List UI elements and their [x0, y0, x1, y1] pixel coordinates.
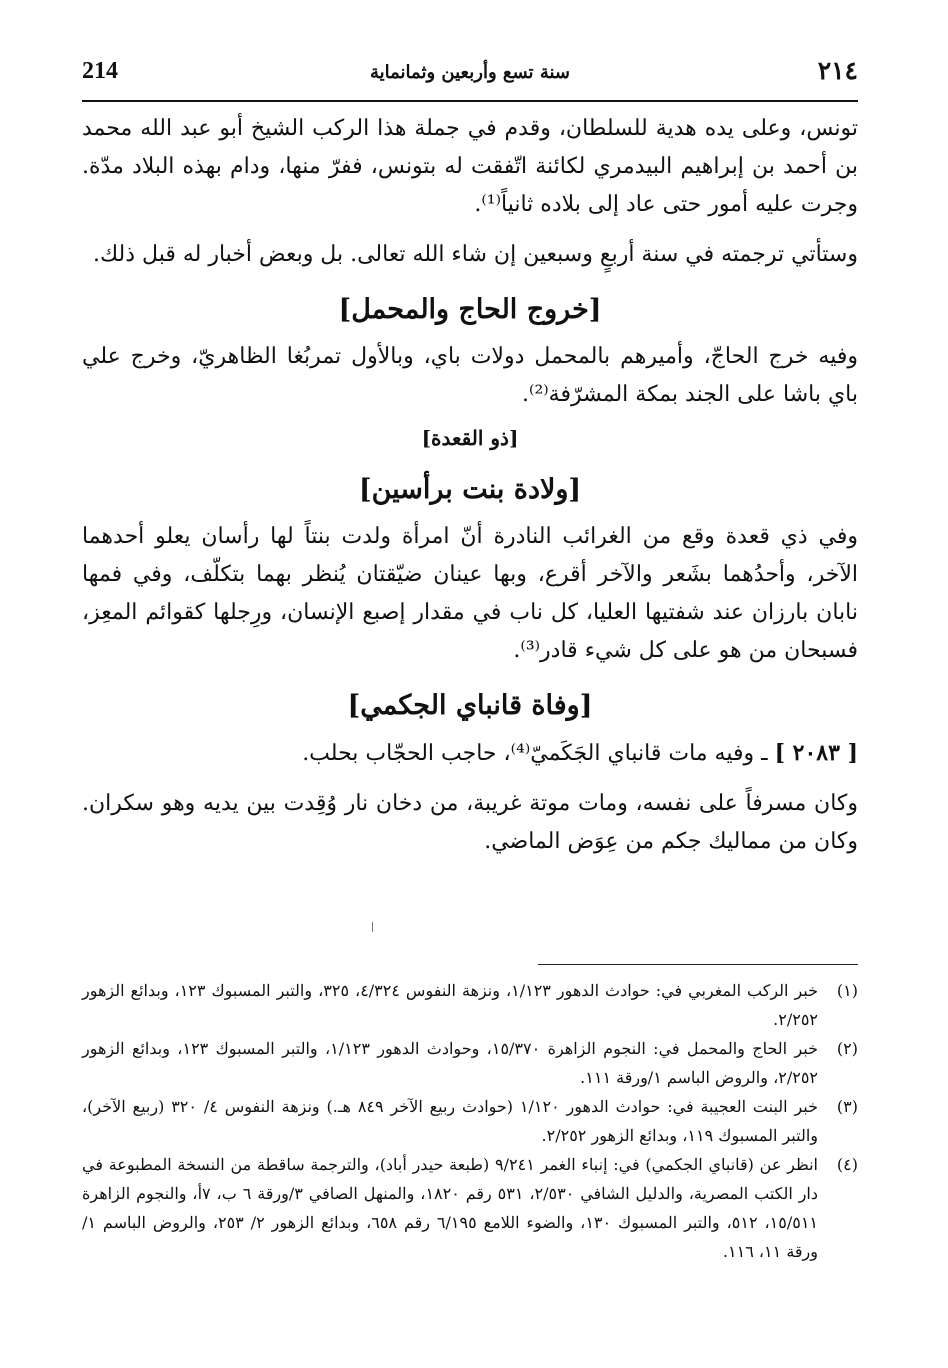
page-number-arabic: ٢١٤ [817, 56, 858, 85]
entry-text: ـ وفيه مات قانباي الجَكَميّ⁽⁴⁾، حاجب الحجّاب بحلب. [302, 741, 768, 766]
paragraph-1: تونس، وعلى يده هدية للسلطان، وقدم في جملة هذا الركب الشيخ أبو عبد الله محمد بن أحمد بن إبراهيم البيدمري لكائنة اتّفقت له بتونس، ففرّ منها، ودام بهذه البلاد مدّة. وجرت عليه أمور حتى عاد إلى بلاده ثانياً⁽¹⁾. [82, 116, 858, 217]
paragraph-4: وفي ذي قعدة وقع من الغرائب النادرة أنّ امرأة ولدت بنتاً لها رأسان يعلو أحدهما الآخر، وأحدُهما بشَعر والآخر أقرع، وبها عينان ضيّقتان يُنظر بهما بتكلّف، وفي فمها نابان بارزان عند شفتيها العليا، كل ناب في مقدار إصبع الإنسان، ورِجلها كقوائم المعِز، فسبحان من هو على كل شيء قادر⁽³⁾. [82, 524, 858, 663]
month-subheading: [ذو القعدة] [421, 426, 519, 450]
main-text [82, 110, 858, 861]
paragraph-2: وستأتي ترجمته في سنة أربعٍ وسبعين إن شاء الله تعالى. بل وبعض أخبار له قبل ذلك. [93, 242, 858, 267]
footnote-text: انظر عن (قانباي الجكمي) في: إنباء الغمر ٩/٢٤١ (طبعة حيدر أباد)، والترجمة ساقطة من النسخة المطبوعة في دار الكتب المصرية، والدليل الشافي ٢/٥٣٠، ٥٣١ رقم ١٨٢٠، والمنهل الصافي ٣/ورقة ٦ ب، ٧أ، والنجوم الزاهرة ١٥/٥١١، ٥١٢، والتبر المسبوك ١٣٠، والضوء اللامع ٦/١٩٥ رقم ٦٥٨، وبدائع الزهور ٢/ ٢٥٣، والروض الباسم ١/ورقة ١١، ١١٦. [82, 1155, 819, 1261]
footnote-number: (٢) [836, 1039, 858, 1058]
footnote-4 [82, 1150, 858, 1266]
section-heading-death: [وفاة قانباي الجكمي] [347, 690, 593, 721]
footnote-number: (١) [836, 981, 858, 1000]
paragraph-3: وفيه خرج الحاجّ، وأميرهم بالمحمل دولات باي، وبالأول تمربُغا الظاهريّ، وخرج علي باي باشا على الجند بمكة المشرّفة⁽²⁾. [82, 344, 858, 407]
footnote-2 [82, 1034, 858, 1092]
running-title: سنة تسع وأربعين وثمانماية [370, 62, 570, 83]
biography-entry [82, 734, 858, 773]
footnote-1 [82, 976, 858, 1034]
page-number-latin: 214 [82, 58, 118, 84]
entry-number: [ ٢٠٨٣ ] [774, 740, 858, 766]
footnote-number: (٣) [836, 1097, 858, 1116]
section-heading-hajj: [خروج الحاج والمحمل] [338, 294, 602, 325]
footnote-text: خبر البنت العجيبة في: حوادث الدهور ١/١٢٠ (حوادث ربيع الآخر ٨٤٩ هـ.) ونزهة النفوس ٤/ ٣٢٠ (ربيع الآخر)، والتبر المسبوك ١١٩، وبدائع الزهور ٢/٢٥٢. [82, 1097, 819, 1145]
paragraph-5: وكان مسرفاً على نفسه، ومات موتة غريبة، من دخان نار وُقِدت بين يديه وهو سكران. وكان من مماليك جكم من عِوَض الماضي. [82, 791, 858, 854]
section-heading-birth: [ولادة بنت برأسين] [358, 474, 582, 505]
footnotes [82, 976, 858, 1266]
page-header [82, 56, 858, 96]
header-rule [82, 100, 858, 102]
footnote-number: (٤) [836, 1155, 858, 1174]
footnote-text: خبر الركب المغربي في: حوادث الدهور ١/١٢٣، ونزهة النفوس ٤/٣٢٤، ٣٢٥، والتبر المسبوك ١٢٣، وبدائع الزهور ٢/٢٥٢. [82, 981, 819, 1029]
footnote-rule [538, 964, 858, 965]
footnote-text: خبر الحاج والمحمل في: النجوم الزاهرة ١٥/٣٧٠، وحوادث الدهور ١/١٢٣، والتبر المسبوك ١٢٣، وبدائع الزهور ٢/٢٥٢، والروض الباسم ١/ورقة ١١١. [82, 1039, 819, 1087]
print-speck [372, 922, 373, 932]
footnote-3 [82, 1092, 858, 1150]
